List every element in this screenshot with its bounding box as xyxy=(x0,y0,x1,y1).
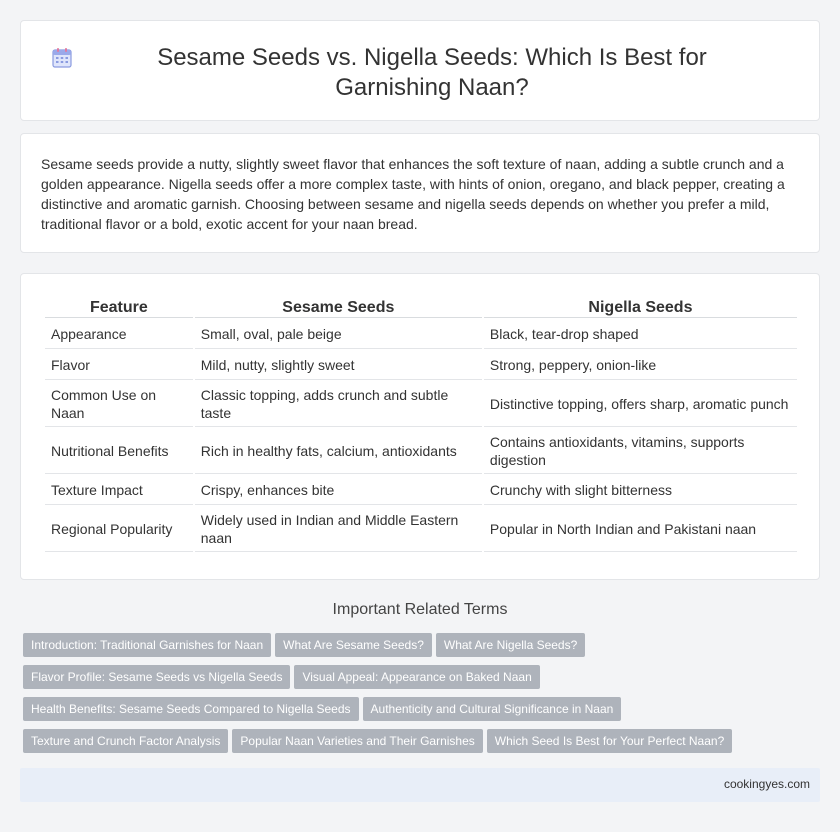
page-title: Sesame Seeds vs. Nigella Seeds: Which Is Best for Garnishing Naan? xyxy=(157,44,707,101)
table-row xyxy=(45,429,797,474)
table-cell: Nutritional Benefits xyxy=(45,429,193,474)
table-cell: Popular in North Indian and Pakistani naan xyxy=(484,507,797,552)
tag-row xyxy=(23,633,823,665)
related-tag[interactable]: Which Seed Is Best for Your Perfect Naan? xyxy=(487,729,732,753)
table-cell: Crunchy with slight bitterness xyxy=(484,476,797,505)
table-cell: Appearance xyxy=(45,320,193,349)
title-card xyxy=(20,20,820,121)
table-header-row xyxy=(45,298,797,318)
related-tag[interactable]: Popular Naan Varieties and Their Garnishes xyxy=(232,729,482,753)
table-row xyxy=(45,382,797,427)
tag-row xyxy=(23,665,823,697)
header-feature: Feature xyxy=(45,298,193,318)
related-tag[interactable]: Texture and Crunch Factor Analysis xyxy=(23,729,228,753)
table-cell: Black, tear-drop shaped xyxy=(484,320,797,349)
intro-paragraph: Sesame seeds provide a nutty, slightly sweet flavor that enhances the soft texture of naan, adding a subtle crunch and a golden appearance. Nigella seeds offer a more complex taste, with hints of onion, oregano, and black pepper, creating a distinctive and aromatic garnish. Choosing between sesame and nigella seeds depends on whether you prefer a mild, traditional flavor or a bold, exotic accent for your naan bread. xyxy=(41,156,785,232)
table-cell: Common Use on Naan xyxy=(45,382,193,427)
related-tag[interactable]: Authenticity and Cultural Significance in Naan xyxy=(363,697,622,721)
table-cell: Strong, peppery, onion-like xyxy=(484,351,797,380)
table-cell: Classic topping, adds crunch and subtle taste xyxy=(195,382,482,427)
related-tag[interactable]: Introduction: Traditional Garnishes for Naan xyxy=(23,633,271,657)
table-row xyxy=(45,320,797,349)
footer-site-link[interactable]: cookingyes.com xyxy=(723,777,810,791)
table-cell: Mild, nutty, slightly sweet xyxy=(195,351,482,380)
footer xyxy=(20,768,820,802)
related-tag[interactable]: Visual Appeal: Appearance on Baked Naan xyxy=(294,665,539,689)
table-cell: Texture Impact xyxy=(45,476,193,505)
related-tag[interactable]: What Are Nigella Seeds? xyxy=(436,633,585,657)
related-tag[interactable]: Flavor Profile: Sesame Seeds vs Nigella Seeds xyxy=(23,665,290,689)
table-cell: Distinctive topping, offers sharp, aromatic punch xyxy=(484,382,797,427)
related-tag[interactable]: Health Benefits: Sesame Seeds Compared to Nigella Seeds xyxy=(23,697,359,721)
related-tag[interactable]: What Are Sesame Seeds? xyxy=(275,633,432,657)
table-cell: Small, oval, pale beige xyxy=(195,320,482,349)
table-row xyxy=(45,507,797,552)
header-nigella: Nigella Seeds xyxy=(484,298,797,318)
comparison-table xyxy=(43,296,799,554)
table-cell: Crispy, enhances bite xyxy=(195,476,482,505)
intro-card xyxy=(20,133,820,253)
related-terms-title: Important Related Terms xyxy=(332,601,508,618)
table-cell: Contains antioxidants, vitamins, supports digestion xyxy=(484,429,797,474)
table-cell: Widely used in Indian and Middle Eastern naan xyxy=(195,507,482,552)
table-cell: Regional Popularity xyxy=(45,507,193,552)
table-row xyxy=(45,351,797,380)
related-terms-tags xyxy=(23,633,823,761)
comparison-card xyxy=(20,273,820,580)
tag-row xyxy=(23,729,823,761)
table-cell: Rich in healthy fats, calcium, antioxidants xyxy=(195,429,482,474)
tag-row xyxy=(23,697,823,729)
header-sesame: Sesame Seeds xyxy=(195,298,482,318)
table-cell: Flavor xyxy=(45,351,193,380)
table-row xyxy=(45,476,797,505)
